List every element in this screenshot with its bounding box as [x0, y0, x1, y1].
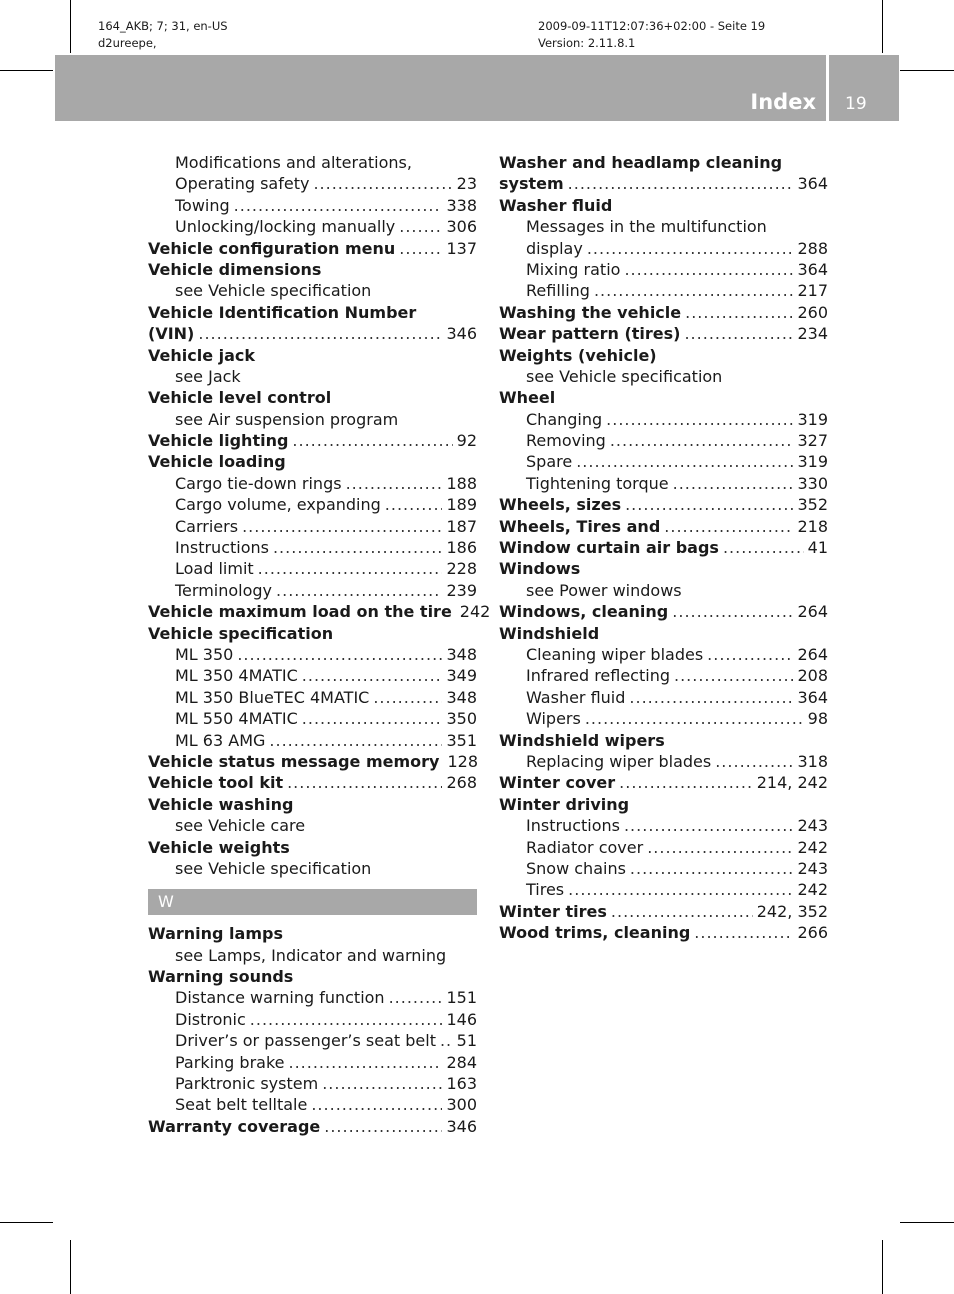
entry-label: Tires [526, 880, 565, 900]
leader-dots [723, 537, 804, 558]
index-subentry [148, 858, 477, 879]
entry-label: Vehicle Identification Number [148, 302, 417, 322]
index-entry [499, 173, 828, 194]
entry-label: Infrared reflecting [526, 666, 670, 686]
entry-label: see Vehicle specification [175, 281, 372, 301]
entry-label: Vehicle weights [148, 837, 290, 857]
index-entry [499, 494, 828, 515]
entry-page-number: 243 [797, 816, 828, 836]
entry-page-number: 188 [446, 473, 477, 493]
entry-label: Wear pattern (tires) [499, 324, 681, 344]
leader-dots [288, 1052, 442, 1073]
index-entry [148, 772, 477, 793]
entry-label: Warranty coverage [148, 1116, 321, 1136]
index-subentry [499, 644, 828, 665]
index-subentry [499, 409, 828, 430]
index-subentry [148, 195, 477, 216]
leader-dots [576, 451, 793, 472]
index-subentry [499, 473, 828, 494]
index-subentry [148, 945, 477, 966]
entry-label: Mixing ratio [526, 259, 621, 279]
entry-label: see Vehicle specification [526, 366, 723, 386]
entry-label: Wheels, Tires and [499, 516, 661, 536]
entry-page-number: 350 [446, 709, 477, 729]
leader-dots [611, 901, 753, 922]
entry-page-number: 364 [797, 174, 828, 194]
print-meta-line: d2ureepe, [98, 36, 157, 50]
index-subentry [499, 751, 828, 772]
leader-dots [673, 473, 794, 494]
entry-label: Parktronic system [175, 1074, 319, 1094]
entry-page-number: 348 [446, 644, 477, 664]
entry-label: Vehicle status message memory [148, 751, 440, 771]
entry-page-number: 242 [459, 602, 491, 622]
leader-dots [619, 772, 753, 793]
entry-label: see Power windows [526, 580, 682, 600]
index-entry [499, 323, 828, 344]
index-entry [148, 837, 477, 858]
entry-page-number: 189 [446, 495, 477, 515]
index-subentry [148, 730, 477, 751]
leader-dots [389, 987, 443, 1008]
entry-page-number: 217 [797, 281, 828, 301]
entry-label: ML 350 BlueTEC 4MATIC [175, 687, 370, 707]
index-subentry [499, 238, 828, 259]
index-subentry [499, 708, 828, 729]
entry-page-number: 51 [456, 1031, 477, 1051]
crop-mark-top-right-v [882, 0, 883, 53]
entry-label: Distance warning function [175, 988, 385, 1008]
entry-page-number: 151 [446, 988, 477, 1008]
entry-page-number: 234 [797, 324, 828, 344]
index-subentry [148, 473, 477, 494]
index-subentry [148, 665, 477, 686]
entry-label: Instructions [175, 538, 269, 558]
index-subentry [148, 708, 477, 729]
entry-label: Cargo tie-down rings [175, 473, 342, 493]
leader-dots [198, 323, 442, 344]
entry-label: Operating safety [175, 174, 310, 194]
index-subentry [148, 987, 477, 1008]
leader-dots [399, 238, 442, 259]
leader-dots [399, 216, 442, 237]
leader-dots [707, 644, 793, 665]
entry-label: display [526, 238, 583, 258]
entry-label: Parking brake [175, 1052, 285, 1072]
entry-label: Winter driving [499, 794, 630, 814]
leader-dots [715, 751, 793, 772]
entry-page-number: 268 [446, 773, 477, 793]
index-entry [148, 623, 477, 644]
entry-page-number: 364 [797, 687, 828, 707]
crop-mark-bottom-right-v [882, 1240, 883, 1294]
entry-label: (VIN) [148, 324, 195, 344]
entry-label: Removing [526, 431, 606, 451]
leader-dots [373, 687, 442, 708]
entry-page-number: 338 [446, 195, 477, 215]
entry-label: Winter cover [499, 773, 616, 793]
index-entry [499, 901, 828, 922]
entry-page-number: 41 [807, 538, 828, 558]
entry-label: Unlocking/locking manually [175, 217, 396, 237]
entry-label: Carriers [175, 516, 239, 536]
index-entry [148, 601, 491, 622]
index-entry [499, 730, 828, 751]
index-subentry [499, 858, 828, 879]
entry-label: Refilling [526, 281, 590, 301]
crop-mark-bottom-right-h [900, 1222, 954, 1223]
leader-dots [610, 430, 794, 451]
entry-page-number: 288 [797, 238, 828, 258]
entry-label: see Vehicle specification [175, 858, 372, 878]
index-subentry [499, 879, 828, 900]
entry-page-number: 243 [797, 858, 828, 878]
index-entry [499, 558, 828, 579]
entry-page-number: 264 [797, 602, 828, 622]
index-subentry [148, 366, 477, 387]
entry-page-number: 306 [446, 217, 477, 237]
entry-page-number: 327 [797, 431, 828, 451]
index-entry [499, 922, 828, 943]
entry-page-number: 128 [447, 751, 479, 771]
entry-page-number: 218 [797, 516, 828, 536]
index-subentry [148, 687, 477, 708]
crop-mark-top-left-v [70, 0, 71, 53]
index-entry [499, 387, 828, 408]
index-entry [148, 345, 477, 366]
leader-dots [694, 922, 793, 943]
entry-label: Vehicle specification [148, 623, 334, 643]
entry-label: Vehicle lighting [148, 431, 289, 451]
entry-label: Terminology [175, 580, 273, 600]
entry-label: Vehicle maximum load on the tire [148, 602, 452, 622]
entry-label: ML 550 4MATIC [175, 709, 298, 729]
index-entry [499, 772, 828, 793]
index-subentry [499, 837, 828, 858]
entry-label: Modifications and alterations, [175, 153, 412, 172]
leader-dots [585, 708, 804, 729]
entry-label: Cargo volume, expanding [175, 495, 381, 515]
index-subentry [148, 173, 477, 194]
index-entry [499, 195, 828, 216]
entry-label: Vehicle dimensions [148, 259, 322, 279]
entry-page-number: 137 [446, 238, 477, 258]
entry-label: Vehicle level control [148, 388, 332, 408]
print-meta-line: Version: 2.11.8.1 [538, 36, 636, 50]
entry-page-number: 260 [797, 302, 828, 322]
entry-page-number: 186 [446, 538, 477, 558]
entry-page-number: 364 [797, 259, 828, 279]
page-number: 19 [845, 94, 867, 114]
index-subentry [499, 216, 828, 237]
index-subentry [148, 216, 477, 237]
entry-page-number: 319 [797, 452, 828, 472]
entry-label: Distronic [175, 1009, 246, 1029]
leader-dots [385, 494, 443, 515]
index-subentry [499, 366, 828, 387]
leader-dots [664, 516, 793, 537]
entry-page-number: 349 [446, 666, 477, 686]
entry-label: Vehicle washing [148, 794, 294, 814]
index-subentry [499, 280, 828, 301]
leader-dots [625, 494, 793, 515]
index-entry [148, 1116, 477, 1137]
entry-page-number: 348 [446, 687, 477, 707]
entry-label: ML 63 AMG [175, 730, 266, 750]
entry-label: Vehicle configuration menu [148, 238, 396, 258]
entry-page-number: 187 [446, 516, 477, 536]
leader-dots [273, 537, 442, 558]
entry-label: Replacing wiper blades [526, 751, 712, 771]
entry-page-number: 300 [446, 1095, 477, 1115]
entry-label: Warning sounds [148, 967, 294, 987]
entry-page-number: 208 [797, 666, 828, 686]
leader-dots [630, 858, 794, 879]
entry-page-number: 98 [807, 709, 828, 729]
entry-label: Instructions [526, 816, 620, 836]
leader-dots [629, 687, 793, 708]
entry-label: Radiator cover [526, 837, 644, 857]
entry-label: Wheels, sizes [499, 495, 622, 515]
index-subentry [148, 644, 477, 665]
entry-page-number: 346 [446, 1116, 477, 1136]
index-entry [499, 623, 828, 644]
entry-label: Washing the vehicle [499, 302, 682, 322]
entry-page-number: 92 [456, 431, 477, 451]
index-subentry [148, 558, 477, 579]
entry-page-number: 242 [797, 837, 828, 857]
entry-label: Cleaning wiper blades [526, 644, 704, 664]
entry-label: Wheel [499, 388, 556, 408]
entry-page-number: 146 [446, 1009, 477, 1029]
index-entry [148, 966, 477, 987]
index-entry [148, 430, 477, 451]
entry-page-number: 284 [446, 1052, 477, 1072]
header-divider [826, 55, 829, 121]
index-entry [499, 794, 828, 815]
crop-mark-top-right-h [900, 70, 954, 71]
crop-mark-bottom-left-h [0, 1222, 53, 1223]
entry-page-number: 266 [797, 923, 828, 943]
entry-label: ML 350 [175, 644, 234, 664]
index-subentry [148, 494, 477, 515]
entry-page-number: 239 [446, 580, 477, 600]
entry-label: see Lamps, Indicator and warning [175, 945, 447, 965]
index-subentry [499, 815, 828, 836]
leader-dots [311, 1094, 442, 1115]
index-subentry [148, 1009, 477, 1030]
entry-label: ML 350 4MATIC [175, 666, 298, 686]
section-header: W [148, 889, 477, 915]
entry-label: Driver’s or passenger’s seat belt [175, 1031, 436, 1051]
leader-dots [242, 516, 442, 537]
entry-label: Winter tires [499, 901, 607, 921]
entry-label: Changing [526, 409, 603, 429]
entry-page-number: 264 [797, 644, 828, 664]
entry-page-number: 23 [456, 174, 477, 194]
entry-label: system [499, 174, 564, 194]
leader-dots [587, 238, 794, 259]
entry-label: Window curtain air bags [499, 538, 719, 558]
leader-dots [258, 558, 443, 579]
leader-dots [287, 772, 442, 793]
leader-dots [568, 879, 793, 900]
index-subentry [148, 152, 477, 173]
entry-label: Washer fluid [526, 687, 626, 707]
leader-dots [346, 473, 443, 494]
index-entry [499, 345, 828, 366]
leader-dots [276, 580, 442, 601]
entry-label: Vehicle tool kit [148, 773, 284, 793]
leader-dots [234, 195, 443, 216]
leader-dots [624, 815, 793, 836]
entry-label: Towing [175, 195, 230, 215]
leader-dots [684, 323, 793, 344]
leader-dots [324, 1116, 442, 1137]
crop-mark-bottom-left-v [70, 1240, 71, 1294]
index-entry [148, 794, 477, 815]
entry-page-number: 228 [446, 559, 477, 579]
index-subentry [148, 516, 477, 537]
index-subentry [499, 665, 828, 686]
leader-dots [624, 259, 793, 280]
index-entry [148, 238, 477, 259]
leader-dots [674, 665, 793, 686]
entry-page-number: 318 [797, 751, 828, 771]
leader-dots [568, 173, 794, 194]
entry-page-number: 242, 352 [756, 901, 828, 921]
entry-label: Wood trims, cleaning [499, 923, 691, 943]
index-entry [148, 302, 477, 323]
entry-label: Weights (vehicle) [499, 345, 657, 365]
index-subentry [148, 815, 477, 836]
index-subentry [148, 537, 477, 558]
leader-dots [302, 708, 443, 729]
entry-label: see Vehicle care [175, 816, 306, 836]
entry-label: see Jack [175, 366, 241, 386]
leader-dots [606, 409, 793, 430]
print-meta-line: 164_AKB; 7; 31, en-US [98, 19, 228, 33]
leader-dots [647, 837, 793, 858]
entry-label: Windshield wipers [499, 730, 665, 750]
index-subentry [499, 451, 828, 472]
page-title: Index [750, 90, 816, 114]
entry-page-number: 319 [797, 409, 828, 429]
entry-page-number: 242 [797, 880, 828, 900]
entry-label: Seat belt telltale [175, 1095, 308, 1115]
entry-label: Vehicle loading [148, 452, 286, 472]
leader-dots [302, 665, 443, 686]
entry-label: Windshield [499, 623, 600, 643]
leader-dots [237, 644, 442, 665]
index-entry [148, 451, 477, 472]
leader-dots [672, 601, 793, 622]
index-entry [499, 537, 828, 558]
leader-dots [322, 1073, 442, 1094]
leader-dots [292, 430, 452, 451]
index-column-right [499, 152, 828, 943]
index-entry [499, 302, 828, 323]
entry-label: Vehicle jack [148, 345, 256, 365]
entry-label: Messages in the multifunction [526, 217, 767, 237]
index-column-left [148, 152, 491, 1137]
index-subentry [148, 409, 477, 430]
index-subentry [148, 1030, 477, 1051]
entry-label: Washer and headlamp cleaning [499, 153, 783, 172]
entry-label: Load limit [175, 559, 254, 579]
index-entry [148, 323, 477, 344]
entry-label: Windows, cleaning [499, 602, 669, 622]
index-entry [499, 152, 828, 173]
entry-label: Wipers [526, 709, 581, 729]
leader-dots [269, 730, 442, 751]
index-subentry [148, 1073, 477, 1094]
print-meta-left [98, 18, 228, 52]
entry-label: Warning lamps [148, 924, 283, 944]
leader-dots [685, 302, 793, 323]
index-subentry [499, 580, 828, 601]
index-entry [148, 259, 477, 280]
leader-dots [250, 1009, 443, 1030]
leader-dots [313, 173, 452, 194]
index-subentry [148, 280, 477, 301]
index-entry [148, 751, 477, 772]
index-subentry [499, 430, 828, 451]
entry-page-number: 163 [446, 1074, 477, 1094]
index-subentry [148, 1094, 477, 1115]
print-meta-line: 2009-09-11T12:07:36+02:00 - Seite 19 [538, 19, 766, 33]
entry-page-number: 351 [446, 730, 477, 750]
crop-mark-top-left-h [0, 70, 53, 71]
entry-page-number: 346 [446, 324, 477, 344]
entry-label: Tightening torque [526, 473, 669, 493]
print-meta-right [538, 18, 765, 52]
entry-label: Washer fluid [499, 195, 613, 215]
index-subentry [148, 580, 477, 601]
leader-dots [440, 1030, 453, 1051]
entry-page-number: 330 [797, 473, 828, 493]
index-entry [499, 601, 828, 622]
entry-label: Windows [499, 559, 581, 579]
entry-label: Spare [526, 452, 573, 472]
entry-label: see Air suspension program [175, 409, 399, 429]
index-subentry [499, 687, 828, 708]
entry-label: Snow chains [526, 858, 626, 878]
index-entry [148, 387, 477, 408]
entry-page-number: 352 [797, 495, 828, 515]
index-subentry [499, 259, 828, 280]
index-subentry [148, 1052, 477, 1073]
entry-page-number: 214, 242 [756, 773, 828, 793]
index-entry [148, 923, 477, 944]
index-entry [499, 516, 828, 537]
leader-dots [594, 280, 794, 301]
